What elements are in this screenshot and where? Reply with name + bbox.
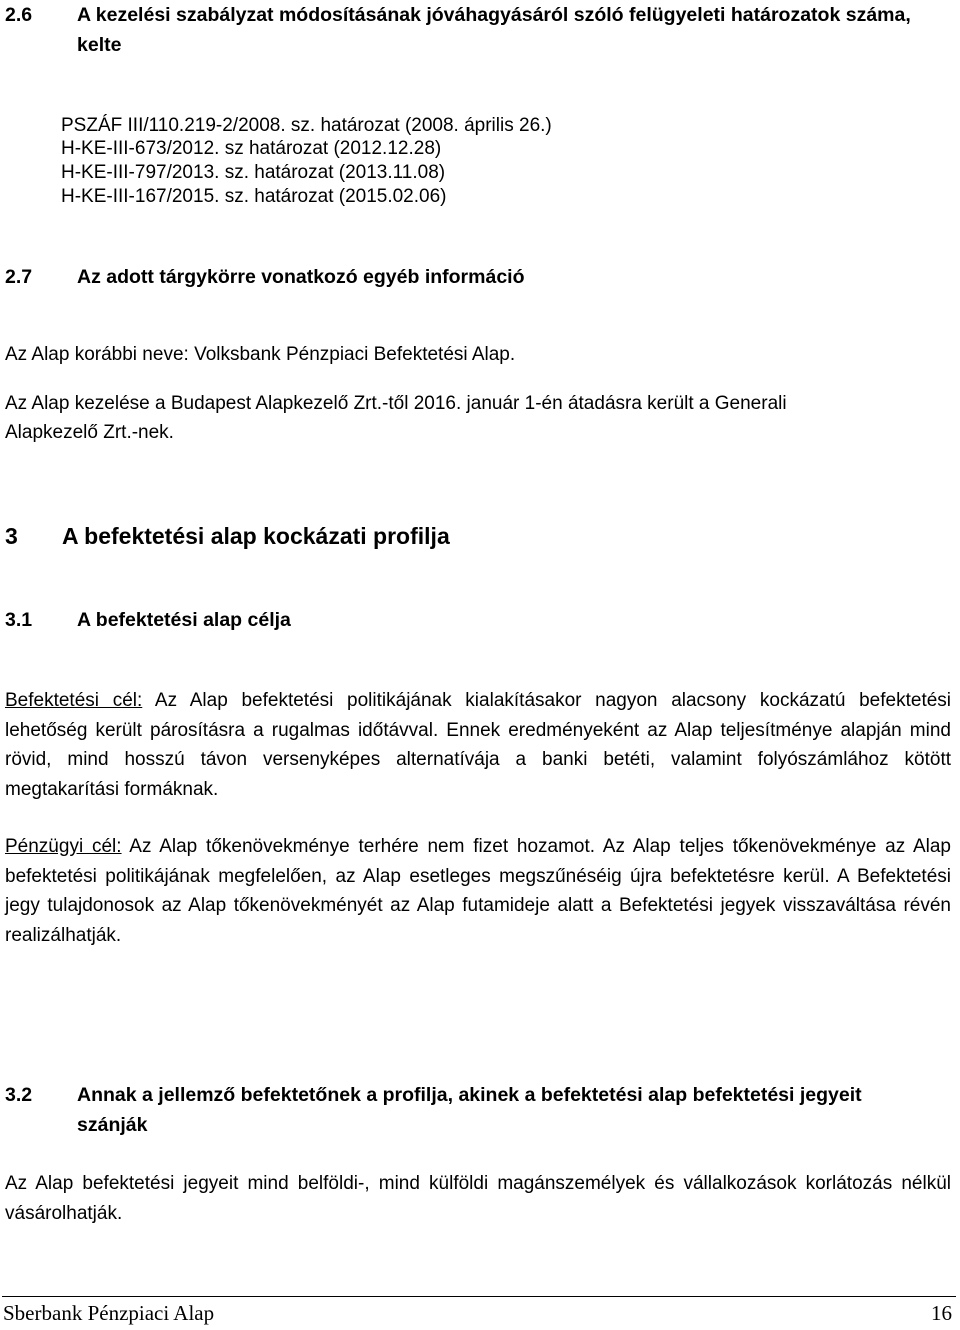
section-title: A kezelési szabályzat módosításának jóváhagyásáról szóló felügyeleti határozatok száma, kelte — [77, 4, 911, 56]
financial-goal-paragraph — [5, 832, 951, 950]
financial-goal-text: Az Alap tőkenövekménye terhére nem fizet hozamot. Az Alap teljes tőkenövekménye az Alap befektetési politikájának megfelelően, az Alap esetleges megszűnéséig újra befektetésre kerül. A Befektetési jegy tulajdonosok az Alap tőkenövekményét az Alap futamideje alatt a Befektetési jegyek visszaváltása révén realizálhatják. — [5, 836, 951, 946]
investment-goal-paragraph — [5, 686, 951, 804]
footer-fund-name: Sberbank Pénzpiaci Alap — [3, 1301, 215, 1325]
section-title: Annak a jellemző befektetőnek a profilja, akinek a befektetési alap befektetési jegyeit szánják — [77, 1084, 862, 1136]
resolution-line: H-KE-III-167/2015. sz. határozat (2015.02.06) — [61, 186, 447, 207]
section-title: A befektetési alap célja — [77, 609, 291, 631]
resolution-line: H-KE-III-797/2013. sz. határozat (2013.11.08) — [61, 162, 446, 183]
paragraph-line: Alapkezelő Zrt.-nek. — [5, 422, 174, 443]
chapter-number: 3 — [5, 523, 18, 549]
page-number: 16 — [931, 1301, 952, 1325]
chapter-title: A befektetési alap kockázati profilja — [62, 523, 450, 549]
investment-goal-text: Az Alap befektetési politikájának kialakításakor nagyon alacsony kockázatú befektetési lehetőség került párosításra a rugalmas időtávval. Ennek eredményeként az Alap teljesítménye alapján mind rövid, mind hosszú távon versenyképes alternatívája a banki betéti, valamint folyószámlához kötött megtakarítási formáknak. — [5, 690, 952, 800]
investor-profile-paragraph: Az Alap befektetési jegyeit mind belföldi-, mind külföldi magánszemélyek és vállalkozások korlátozás nélkül vásárolhatják. — [5, 1173, 951, 1224]
section-number: 3.2 — [5, 1084, 33, 1106]
section-title: Az adott tárgykörre vonatkozó egyéb információ — [77, 266, 525, 288]
resolution-line: H-KE-III-673/2012. sz határozat (2012.12.28) — [61, 138, 442, 159]
section-number: 2.7 — [5, 266, 33, 288]
section-number: 3.1 — [5, 609, 33, 631]
paragraph-line: Az Alap kezelése a Budapest Alapkezelő Zrt.-től 2016. január 1-én átadásra került a Generali — [5, 393, 787, 414]
investment-goal-label: Befektetési cél: — [5, 690, 143, 711]
section-number: 2.6 — [5, 4, 33, 26]
paragraph-line: Az Alap korábbi neve: Volksbank Pénzpiaci Befektetési Alap. — [5, 344, 516, 365]
resolution-line: PSZÁF III/110.219-2/2008. sz. határozat (2008. április 26.) — [61, 115, 552, 136]
financial-goal-label: Pénzügyi cél: — [5, 836, 122, 857]
footer-rule — [2, 1296, 956, 1297]
